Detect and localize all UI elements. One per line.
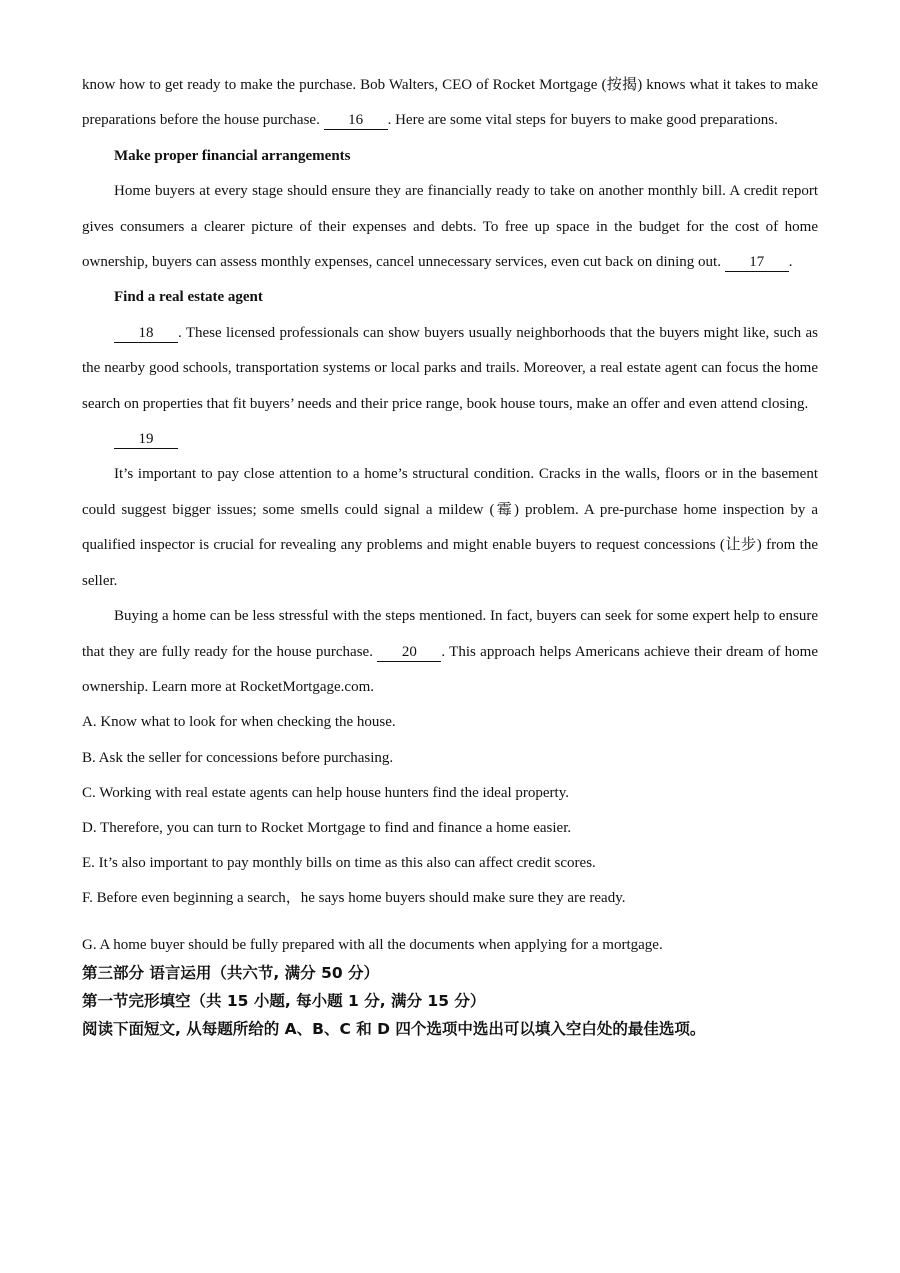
paragraph-conclusion-text: Buying a home can be less stressful with the steps mentioned. In fact, buyers can seek for some expert help to ensure that they are fully ready for the house purchase. — [82, 608, 818, 660]
paragraph-conclusion-tail: . This approach helps Americans achieve their dream of home ownership. Learn more at RocketMortgage.com. — [82, 643, 819, 695]
heading-blank-19 — [82, 422, 818, 457]
section-subsection-title: 第一节完形填空（共 15 小题, 每小题 1 分, 满分 15 分） — [82, 991, 486, 1010]
paragraph-conclusion — [82, 599, 818, 705]
paragraph-financial-text: Home buyers at every stage should ensure they are financially ready to take on another monthly bill. A credit report gives consumers a clearer picture of their expenses and debts. To free up space in the budget for the cost of home ownership, buyers can assess monthly expenses, cancel unnecessary services, even cut back on dining out. — [82, 183, 818, 271]
heading-financial: Make proper financial arrangements — [114, 147, 351, 164]
blank-19: 19 — [114, 430, 178, 449]
paragraph-agent-text: . These licensed professionals can show buyers usually neighborhoods that the buyers might like, such as the nearby good schools, transportation systems or local parks and trails. Moreover, a real estate agent can focus the home search on properties that fit buyers’ needs and their price range, book house tours, make an offer and even attend closing. — [82, 324, 818, 412]
section-instruction: 阅读下面短文, 从每题所给的 A、B、C 和 D 四个选项中选出可以填入空白处的最佳选项。 — [82, 1019, 706, 1038]
option-f: F. Before even beginning a search，he says home buyers should make sure they are ready. — [82, 890, 626, 907]
blank-20: 20 — [377, 643, 441, 662]
blank-18: 18 — [114, 324, 178, 343]
option-g: G. A home buyer should be fully prepared with all the documents when applying for a mortgage. — [82, 936, 663, 953]
document-page — [82, 68, 818, 1043]
paragraph-financial-tail: . — [788, 254, 793, 271]
options-list — [82, 705, 818, 962]
paragraph-inspection: It’s important to pay close attention to a home’s structural condition. Cracks in the walls, floors or in the basement could suggest bigger issues; some smells could signal a mildew (霉) problem. A pre-purchase home inspection by a qualified inspector is crucial for revealing any problems and might enable buyers to request concessions (让步) from the seller. — [82, 466, 818, 589]
option-a: A. Know what to look for when checking the house. — [82, 714, 396, 731]
option-e: E. It’s also important to pay monthly bills on time as this also can affect credit scores. — [82, 855, 596, 872]
paragraph-intro — [82, 68, 818, 139]
paragraph-intro-tail: . Here are some vital steps for buyers to make good preparations. — [387, 112, 778, 129]
heading-agent: Find a real estate agent — [114, 289, 263, 306]
option-c: C. Working with real estate agents can help house hunters find the ideal property. — [82, 784, 569, 801]
paragraph-intro-text: know how to get ready to make the purchase. Bob Walters, CEO of Rocket Mortgage (按揭) knows what it takes to make preparations before the house purchase. — [82, 77, 818, 129]
blank-17: 17 — [725, 253, 789, 272]
blank-16: 16 — [324, 111, 388, 130]
option-b: B. Ask the seller for concessions before purchasing. — [82, 749, 394, 766]
option-d: D. Therefore, you can turn to Rocket Mortgage to find and finance a home easier. — [82, 819, 572, 836]
paragraph-agent — [82, 316, 818, 422]
section-part-title: 第三部分 语言运用（共六节, 满分 50 分） — [82, 963, 380, 982]
paragraph-financial — [82, 174, 818, 280]
